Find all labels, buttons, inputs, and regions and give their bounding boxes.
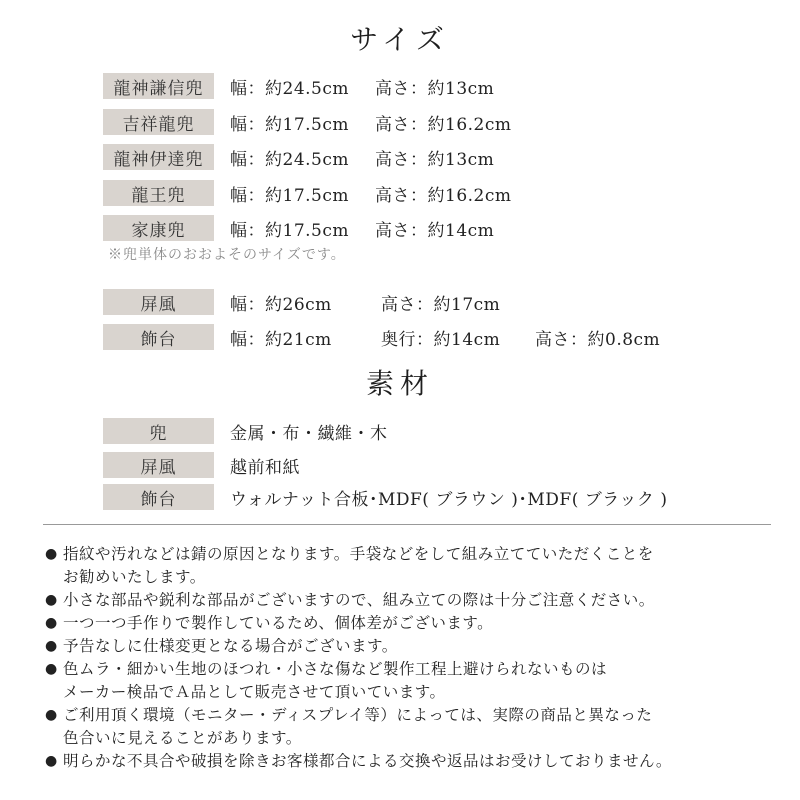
- note-line: 一つ一つ手作りで製作しているため、個体差がございます。: [63, 614, 494, 632]
- size-row-spec: [230, 181, 512, 206]
- bullet-icon: ●: [45, 753, 58, 769]
- section-divider: [43, 524, 771, 525]
- height-value: 高さ：約0.8cm: [535, 329, 661, 350]
- size-row-label: 吉祥龍兜: [103, 109, 214, 135]
- height-value: 高さ：約16.2cm: [375, 114, 512, 135]
- size-row-spec: [230, 216, 494, 241]
- notes-list: [45, 543, 775, 773]
- note-line: 小さな部品や鋭利な部品がございますので、組み立ての際は十分ご注意ください。: [63, 591, 655, 609]
- size-row-ryuo: [103, 178, 512, 208]
- size-row-spec: [230, 325, 660, 350]
- width-value: 幅：約24.5cm: [230, 78, 349, 99]
- size-row-label: 龍神謙信兜: [103, 73, 214, 99]
- bullet-icon: ●: [45, 707, 58, 723]
- size-row-spec: [230, 145, 494, 170]
- width-value: 幅：約24.5cm: [230, 149, 349, 170]
- size-row-ieyasu: [103, 213, 494, 243]
- note-line: 色合いに見えることがあります。: [63, 729, 302, 747]
- size-row-kenshin: [103, 71, 494, 101]
- size-row-spec: [230, 290, 500, 315]
- width-value: 幅：約21cm: [230, 329, 332, 350]
- size-row-label: 飾台: [103, 324, 214, 350]
- material-heading: 素材: [365, 367, 434, 400]
- note-line: メーカー検品でＡ品として販売させて頂いています。: [63, 683, 446, 701]
- material-row-kazaridai: [103, 482, 667, 512]
- height-value: 高さ：約13cm: [375, 78, 495, 99]
- bullet-icon: ●: [45, 592, 58, 608]
- note-item: [45, 635, 775, 658]
- bullet-icon: ●: [45, 615, 58, 631]
- size-row-byobu: [103, 287, 500, 317]
- width-value: 幅：約17.5cm: [230, 114, 349, 135]
- depth-value: 奥行：約14cm: [381, 329, 501, 350]
- size-row-label: 龍神伊達兜: [103, 144, 214, 170]
- height-value: 高さ：約14cm: [375, 220, 495, 241]
- size-row-label: 龍王兜: [103, 180, 214, 206]
- width-value: 幅：約26cm: [230, 294, 332, 315]
- material-row-value: 越前和紙: [230, 457, 300, 478]
- material-row-label: 兜: [103, 418, 214, 444]
- material-row-value: 金属・布・繊維・木: [230, 423, 388, 444]
- bullet-icon: ●: [45, 546, 58, 562]
- material-row-byobu: [103, 450, 300, 480]
- note-item: [45, 612, 775, 635]
- size-row-spec: [230, 74, 494, 99]
- note-line: 予告なしに仕様変更となる場合がございます。: [63, 637, 398, 655]
- note-item: [45, 750, 775, 773]
- note-line: 指紋や汚れなどは錆の原因となります。手袋などをして組み立てていただくことを: [63, 545, 654, 563]
- width-value: 幅：約17.5cm: [230, 220, 349, 241]
- height-value: 高さ：約16.2cm: [375, 185, 512, 206]
- note-item: [45, 589, 775, 612]
- note-line: ご利用頂く環境（モニター・ディスプレイ等）によっては、実際の商品と異なった: [63, 706, 653, 724]
- note-line: お勧めいたします。: [63, 568, 206, 586]
- size-note: ※兜単体のおおよそのサイズです。: [108, 247, 346, 263]
- size-row-date: [103, 142, 494, 172]
- size-heading: サイズ: [350, 23, 450, 56]
- bullet-icon: ●: [45, 638, 58, 654]
- note-item: [45, 704, 775, 750]
- bullet-icon: ●: [45, 661, 58, 677]
- material-row-label: 飾台: [103, 484, 214, 510]
- note-item: [45, 543, 775, 589]
- note-line: 明らかな不具合や破損を除きお客様都合による交換や返品はお受けしておりません。: [63, 752, 672, 770]
- size-row-spec: [230, 110, 512, 135]
- material-row-value: ウォルナット合板･MDF( ブラウン )･MDF( ブラック ): [230, 489, 668, 510]
- note-line: 色ムラ・細かい生地のほつれ・小さな傷など製作工程上避けられないものは: [63, 660, 608, 678]
- size-row-label: 屏風: [103, 289, 214, 315]
- material-row-label: 屏風: [103, 452, 214, 478]
- height-value: 高さ：約17cm: [381, 294, 501, 315]
- material-row-kabuto: [103, 416, 388, 446]
- height-value: 高さ：約13cm: [375, 149, 495, 170]
- width-value: 幅：約17.5cm: [230, 185, 349, 206]
- size-row-kissho: [103, 107, 512, 137]
- size-row-kazaridai: [103, 322, 660, 352]
- size-row-label: 家康兜: [103, 215, 214, 241]
- note-item: [45, 658, 775, 704]
